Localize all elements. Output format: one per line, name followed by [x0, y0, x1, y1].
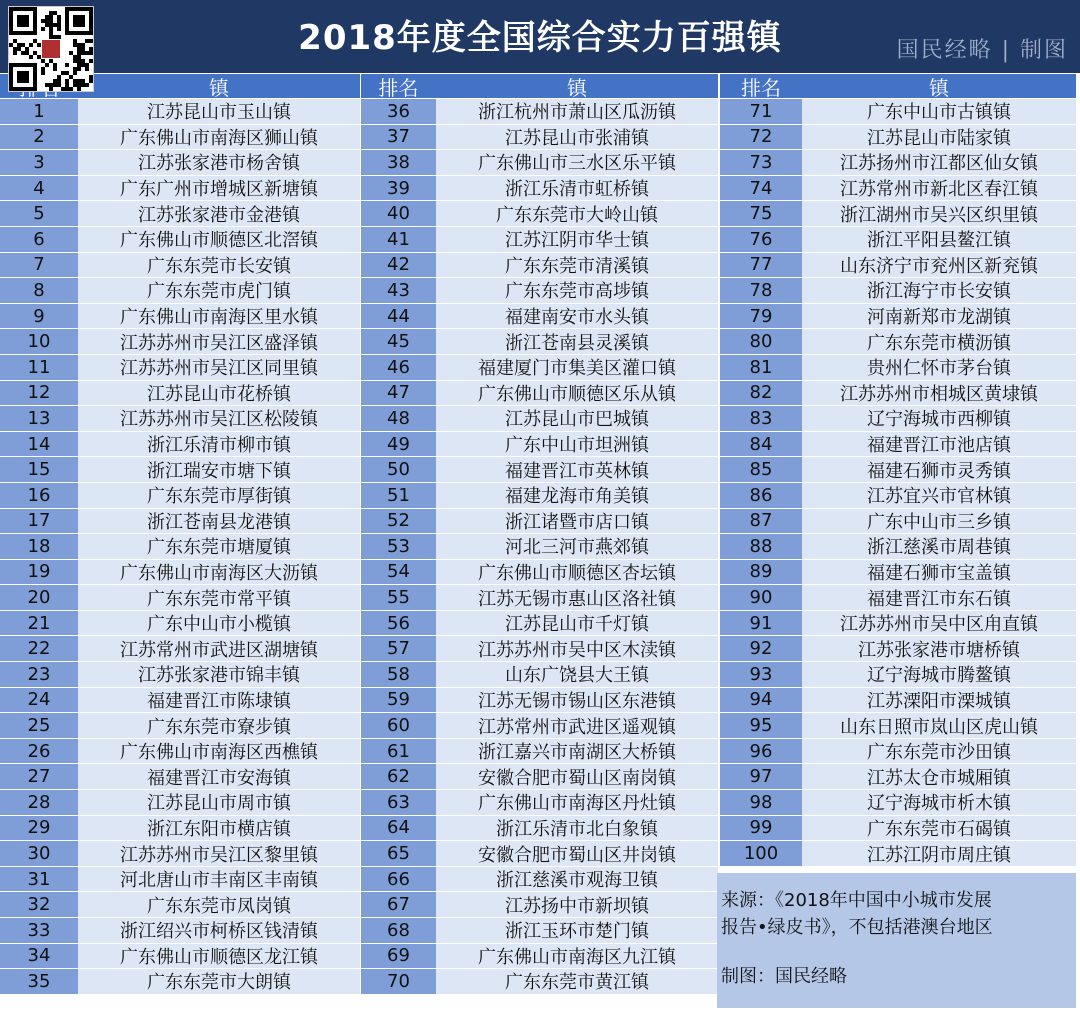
town-cell: 河南新郑市龙湖镇 — [802, 304, 1076, 330]
rank-cell: 1 — [0, 99, 78, 125]
rank-cell: 9 — [0, 304, 78, 330]
town-cell: 广东东莞市常平镇 — [78, 585, 360, 611]
rank-cell: 36 — [361, 99, 436, 125]
rank-cell: 4 — [0, 176, 78, 202]
rank-cell: 73 — [720, 150, 802, 176]
town-cell: 江苏昆山市玉山镇 — [78, 99, 360, 125]
town-cell: 江苏张家港市塘桥镇 — [802, 636, 1076, 662]
town-cell: 广东东莞市大岭山镇 — [436, 201, 718, 227]
town-cell: 辽宁海城市析木镇 — [802, 790, 1076, 816]
rank-cell: 82 — [720, 381, 802, 407]
rank-cell: 40 — [361, 201, 436, 227]
town-cell: 广东东莞市横沥镇 — [802, 329, 1076, 355]
rank-cell: 58 — [361, 662, 436, 688]
town-cell: 广东东莞市寮步镇 — [78, 713, 360, 739]
rank-cell: 96 — [720, 739, 802, 765]
town-cell: 福建南安市水头镇 — [436, 304, 718, 330]
rank-cell: 10 — [0, 329, 78, 355]
town-cell: 江苏昆山市千灯镇 — [436, 611, 718, 637]
rank-cell: 63 — [361, 790, 436, 816]
rank-cell: 62 — [361, 764, 436, 790]
rank-cell: 46 — [361, 355, 436, 381]
rank-cell: 92 — [720, 636, 802, 662]
rank-column-3 — [720, 74, 802, 867]
town-cell: 广东东莞市大朗镇 — [78, 969, 360, 995]
town-cell: 山东日照市岚山区虎山镇 — [802, 713, 1076, 739]
town-cell: 江苏扬中市新坝镇 — [436, 892, 718, 918]
rank-cell: 94 — [720, 688, 802, 714]
rank-cell: 61 — [361, 739, 436, 765]
town-cell: 广东广州市增城区新塘镇 — [78, 176, 360, 202]
rank-cell: 8 — [0, 278, 78, 304]
rank-cell: 7 — [0, 253, 78, 279]
rank-cell: 68 — [361, 918, 436, 944]
source-line-1: 来源：《2018年中国中小城市发展 — [721, 890, 992, 911]
rank-cell: 84 — [720, 432, 802, 458]
rank-cell: 89 — [720, 560, 802, 586]
town-cell: 福建晋江市东石镇 — [802, 585, 1076, 611]
rank-cell: 27 — [0, 764, 78, 790]
rank-cell: 100 — [720, 841, 802, 867]
rank-cell: 44 — [361, 304, 436, 330]
town-cell: 福建龙海市角美镇 — [436, 483, 718, 509]
rank-cell: 33 — [0, 918, 78, 944]
rank-cell: 43 — [361, 278, 436, 304]
rank-cell: 93 — [720, 662, 802, 688]
rank-cell: 38 — [361, 150, 436, 176]
town-cell: 江苏苏州市吴江区同里镇 — [78, 355, 360, 381]
title-banner — [0, 0, 1080, 73]
rank-cell: 98 — [720, 790, 802, 816]
rank-cell: 35 — [0, 969, 78, 995]
rank-cell: 57 — [361, 636, 436, 662]
rank-cell: 51 — [361, 483, 436, 509]
town-cell: 江苏常州市新北区春江镇 — [802, 176, 1076, 202]
rank-header: 排名 — [720, 74, 802, 99]
rank-cell: 47 — [361, 381, 436, 407]
town-cell: 江苏江阴市华士镇 — [436, 227, 718, 253]
town-cell: 广东东莞市凤岗镇 — [78, 892, 360, 918]
town-cell: 浙江瑞安市塘下镇 — [78, 457, 360, 483]
town-cell: 广东佛山市顺德区乐从镇 — [436, 381, 718, 407]
town-cell: 广东东莞市石碣镇 — [802, 816, 1076, 842]
rank-cell: 21 — [0, 611, 78, 637]
town-cell: 广东中山市古镇镇 — [802, 99, 1076, 125]
town-cell: 江苏昆山市陆家镇 — [802, 125, 1076, 151]
town-cell: 江苏常州市武进区遥观镇 — [436, 713, 718, 739]
rank-cell: 97 — [720, 764, 802, 790]
rank-cell: 87 — [720, 509, 802, 535]
town-cell: 江苏张家港市金港镇 — [78, 201, 360, 227]
rank-cell: 5 — [0, 201, 78, 227]
rank-cell: 11 — [0, 355, 78, 381]
rank-cell: 39 — [361, 176, 436, 202]
town-cell: 山东济宁市兖州区新兖镇 — [802, 253, 1076, 279]
town-cell: 江苏昆山市周市镇 — [78, 790, 360, 816]
town-header: 镇 — [802, 74, 1076, 99]
rank-cell: 20 — [0, 585, 78, 611]
rank-cell: 34 — [0, 944, 78, 970]
town-cell: 江苏苏州市吴江区盛泽镇 — [78, 329, 360, 355]
rank-cell: 77 — [720, 253, 802, 279]
town-column-2 — [436, 74, 718, 995]
town-cell: 福建晋江市陈埭镇 — [78, 688, 360, 714]
town-cell: 江苏江阴市周庄镇 — [802, 841, 1076, 867]
rank-cell: 55 — [361, 585, 436, 611]
town-cell: 广东中山市小榄镇 — [78, 611, 360, 637]
town-cell: 广东佛山市南海区九江镇 — [436, 944, 718, 970]
rank-cell: 26 — [0, 739, 78, 765]
town-cell: 福建晋江市英林镇 — [436, 457, 718, 483]
town-cell: 广东东莞市清溪镇 — [436, 253, 718, 279]
town-cell: 广东东莞市虎门镇 — [78, 278, 360, 304]
town-cell: 江苏昆山市花桥镇 — [78, 381, 360, 407]
rank-cell: 91 — [720, 611, 802, 637]
page-title: 2018年度全国综合实力百强镇 — [298, 18, 782, 58]
town-cell: 浙江湖州市吴兴区织里镇 — [802, 201, 1076, 227]
rank-cell: 23 — [0, 662, 78, 688]
town-cell: 浙江乐清市虹桥镇 — [436, 176, 718, 202]
rank-cell: 69 — [361, 944, 436, 970]
town-cell: 广东佛山市南海区丹灶镇 — [436, 790, 718, 816]
town-cell: 浙江东阳市横店镇 — [78, 816, 360, 842]
rank-cell: 24 — [0, 688, 78, 714]
rank-cell: 83 — [720, 406, 802, 432]
credit-label: 国民经略 | 制图 — [896, 38, 1068, 63]
rank-cell: 50 — [361, 457, 436, 483]
rank-cell: 90 — [720, 585, 802, 611]
rank-cell: 25 — [0, 713, 78, 739]
rank-cell: 28 — [0, 790, 78, 816]
town-cell: 广东东莞市沙田镇 — [802, 739, 1076, 765]
source-line-2: 报告•绿皮书》，不包括港澳台地区 — [721, 917, 993, 938]
rank-cell: 75 — [720, 201, 802, 227]
rank-cell: 16 — [0, 483, 78, 509]
town-cell: 贵州仁怀市茅台镇 — [802, 355, 1076, 381]
town-cell: 福建晋江市池店镇 — [802, 432, 1076, 458]
town-cell: 江苏苏州市吴江区黎里镇 — [78, 841, 360, 867]
rank-cell: 30 — [0, 841, 78, 867]
town-cell: 江苏昆山市张浦镇 — [436, 125, 718, 151]
town-cell: 浙江乐清市柳市镇 — [78, 432, 360, 458]
rank-cell: 72 — [720, 125, 802, 151]
rank-cell: 52 — [361, 509, 436, 535]
rank-cell: 78 — [720, 278, 802, 304]
town-cell: 广东佛山市顺德区龙江镇 — [78, 944, 360, 970]
town-cell: 浙江平阳县鳌江镇 — [802, 227, 1076, 253]
town-cell: 浙江海宁市长安镇 — [802, 278, 1076, 304]
rank-cell: 70 — [361, 969, 436, 995]
town-cell: 江苏溧阳市溧城镇 — [802, 688, 1076, 714]
rank-cell: 14 — [0, 432, 78, 458]
source-note — [717, 873, 1076, 1008]
town-cell: 福建晋江市安海镇 — [78, 764, 360, 790]
town-cell: 辽宁海城市腾鳌镇 — [802, 662, 1076, 688]
rank-cell: 32 — [0, 892, 78, 918]
rank-cell: 42 — [361, 253, 436, 279]
town-cell: 江苏张家港市锦丰镇 — [78, 662, 360, 688]
town-cell: 广东佛山市南海区狮山镇 — [78, 125, 360, 151]
qr-code-icon — [9, 7, 93, 91]
town-cell: 江苏昆山市巴城镇 — [436, 406, 718, 432]
rank-cell: 71 — [720, 99, 802, 125]
rank-cell: 95 — [720, 713, 802, 739]
town-cell: 福建石狮市灵秀镇 — [802, 457, 1076, 483]
rank-cell: 56 — [361, 611, 436, 637]
rank-cell: 86 — [720, 483, 802, 509]
qr-code-image — [8, 6, 94, 92]
rank-cell: 66 — [361, 867, 436, 893]
town-cell: 浙江杭州市萧山区瓜沥镇 — [436, 99, 718, 125]
town-cell: 江苏宜兴市官林镇 — [802, 483, 1076, 509]
rank-cell: 3 — [0, 150, 78, 176]
rank-cell: 41 — [361, 227, 436, 253]
town-cell: 浙江玉环市楚门镇 — [436, 918, 718, 944]
town-cell: 广东东莞市黄江镇 — [436, 969, 718, 995]
rank-cell: 31 — [0, 867, 78, 893]
rank-cell: 60 — [361, 713, 436, 739]
rank-cell: 17 — [0, 509, 78, 535]
town-cell: 广东佛山市南海区大沥镇 — [78, 560, 360, 586]
rank-column-2 — [361, 74, 436, 995]
town-cell: 浙江苍南县灵溪镇 — [436, 329, 718, 355]
town-cell: 浙江诸暨市店口镇 — [436, 509, 718, 535]
rank-cell: 12 — [0, 381, 78, 407]
town-cell: 安徽合肥市蜀山区井岗镇 — [436, 841, 718, 867]
rank-cell: 74 — [720, 176, 802, 202]
town-cell: 福建厦门市集美区灌口镇 — [436, 355, 718, 381]
rank-cell: 6 — [0, 227, 78, 253]
town-cell: 山东广饶县大王镇 — [436, 662, 718, 688]
town-cell: 江苏苏州市吴中区木渎镇 — [436, 636, 718, 662]
rank-cell: 76 — [720, 227, 802, 253]
rank-cell: 48 — [361, 406, 436, 432]
town-cell: 河北三河市燕郊镇 — [436, 534, 718, 560]
town-cell: 广东东莞市塘厦镇 — [78, 534, 360, 560]
rank-cell: 22 — [0, 636, 78, 662]
town-cell: 广东东莞市高埗镇 — [436, 278, 718, 304]
town-cell: 江苏无锡市惠山区洛社镇 — [436, 585, 718, 611]
maker-line: 制图：国民经略 — [721, 966, 847, 987]
rank-cell: 2 — [0, 125, 78, 151]
town-header: 镇 — [78, 74, 360, 99]
rank-cell: 80 — [720, 329, 802, 355]
town-cell: 广东佛山市三水区乐平镇 — [436, 150, 718, 176]
town-cell: 广东中山市坦洲镇 — [436, 432, 718, 458]
town-cell: 广东佛山市顺德区杏坛镇 — [436, 560, 718, 586]
town-header: 镇 — [436, 74, 718, 99]
town-cell: 浙江苍南县龙港镇 — [78, 509, 360, 535]
town-cell: 江苏苏州市吴江区松陵镇 — [78, 406, 360, 432]
town-column-1 — [78, 74, 360, 995]
rank-cell: 19 — [0, 560, 78, 586]
town-cell: 江苏太仓市城厢镇 — [802, 764, 1076, 790]
town-cell: 江苏无锡市锡山区东港镇 — [436, 688, 718, 714]
town-cell: 广东东莞市厚街镇 — [78, 483, 360, 509]
rank-column-1 — [0, 74, 78, 995]
town-cell: 广东中山市三乡镇 — [802, 509, 1076, 535]
town-cell: 浙江乐清市北白象镇 — [436, 816, 718, 842]
town-column-3 — [802, 74, 1076, 867]
rank-cell: 45 — [361, 329, 436, 355]
town-cell: 江苏常州市武进区湖塘镇 — [78, 636, 360, 662]
town-cell: 广东佛山市南海区里水镇 — [78, 304, 360, 330]
town-cell: 浙江嘉兴市南湖区大桥镇 — [436, 739, 718, 765]
rank-cell: 13 — [0, 406, 78, 432]
town-cell: 浙江慈溪市观海卫镇 — [436, 867, 718, 893]
town-cell: 江苏苏州市吴中区甪直镇 — [802, 611, 1076, 637]
town-cell: 河北唐山市丰南区丰南镇 — [78, 867, 360, 893]
rank-cell: 81 — [720, 355, 802, 381]
town-cell: 广东东莞市长安镇 — [78, 253, 360, 279]
town-cell: 江苏扬州市江都区仙女镇 — [802, 150, 1076, 176]
rank-cell: 29 — [0, 816, 78, 842]
rank-cell: 79 — [720, 304, 802, 330]
rank-cell: 54 — [361, 560, 436, 586]
rank-header: 排名 — [361, 74, 436, 99]
town-cell: 辽宁海城市西柳镇 — [802, 406, 1076, 432]
rank-cell: 99 — [720, 816, 802, 842]
rank-cell: 18 — [0, 534, 78, 560]
rank-cell: 67 — [361, 892, 436, 918]
rank-cell: 64 — [361, 816, 436, 842]
town-cell: 安徽合肥市蜀山区南岗镇 — [436, 764, 718, 790]
town-cell: 江苏张家港市杨舍镇 — [78, 150, 360, 176]
rank-cell: 88 — [720, 534, 802, 560]
rank-cell: 59 — [361, 688, 436, 714]
town-cell: 浙江绍兴市柯桥区钱清镇 — [78, 918, 360, 944]
rank-cell: 15 — [0, 457, 78, 483]
rank-cell: 85 — [720, 457, 802, 483]
rank-cell: 37 — [361, 125, 436, 151]
rank-cell: 65 — [361, 841, 436, 867]
rank-cell: 49 — [361, 432, 436, 458]
town-cell: 福建石狮市宝盖镇 — [802, 560, 1076, 586]
town-cell: 广东佛山市南海区西樵镇 — [78, 739, 360, 765]
town-cell: 广东佛山市顺德区北滘镇 — [78, 227, 360, 253]
town-cell: 江苏苏州市相城区黄埭镇 — [802, 381, 1076, 407]
town-cell: 浙江慈溪市周巷镇 — [802, 534, 1076, 560]
rank-cell: 53 — [361, 534, 436, 560]
